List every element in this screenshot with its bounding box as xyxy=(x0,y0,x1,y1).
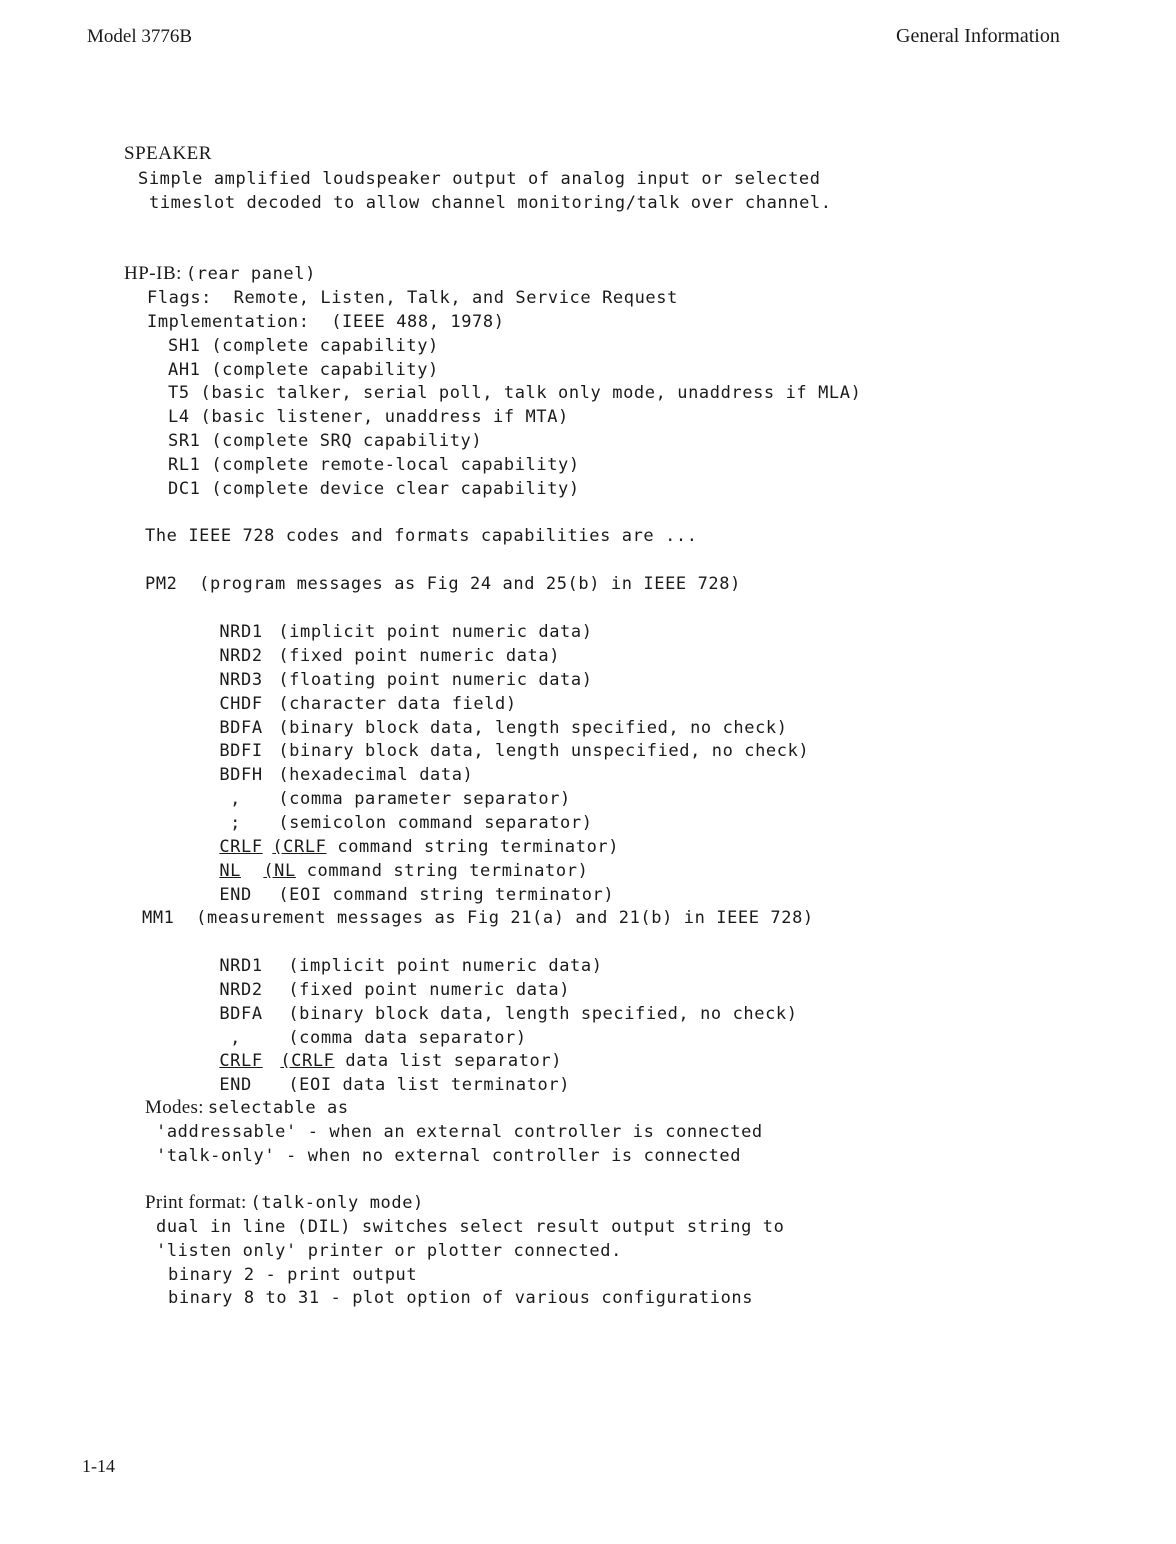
pm2-crlf-item xyxy=(176,811,620,857)
pm2-item-desc: (comma parameter separator) xyxy=(278,789,571,809)
pm2-item-code: BDFI xyxy=(219,741,263,761)
pm2-nl-code: NL xyxy=(219,861,242,881)
hpib-heading: HP-IB: xyxy=(124,263,182,284)
pm2-item-code: NRD1 xyxy=(219,622,263,642)
print-format-label: Print format: xyxy=(145,1192,247,1213)
print-format-heading-line xyxy=(145,1191,424,1215)
modes-line-1: 'addressable' - when an external controller is connected xyxy=(156,1122,763,1142)
mm1-crlf-desc: data list separator) xyxy=(334,1051,563,1071)
page-number: 1-14 xyxy=(82,1456,115,1476)
hpib-implementation: Implementation: (IEEE 488, 1978) xyxy=(147,312,505,332)
print-format-line-4: binary 8 to 31 - plot option of various configurations xyxy=(168,1288,754,1308)
pm2-item xyxy=(176,739,474,785)
speaker-line-1: Simple amplified loudspeaker output of analog input or selected xyxy=(138,169,821,189)
mm1-crlf-paren-code: (CRLF xyxy=(280,1051,335,1071)
pm2-crlf-desc: command string terminator) xyxy=(326,837,620,857)
pm2-item-code: ; xyxy=(219,813,242,833)
capability-item: SR1 (complete SRQ capability) xyxy=(168,431,483,451)
mm1-item-code: NRD1 xyxy=(219,956,263,976)
pm2-item-desc: (semicolon command separator) xyxy=(278,813,593,833)
mm1-crlf-item xyxy=(176,1025,563,1071)
pm2-item xyxy=(176,668,517,714)
pm2-crlf-paren-code: (CRLF xyxy=(272,837,327,857)
pm2-item-code: , xyxy=(219,789,242,809)
pm2-item-desc: (floating point numeric data) xyxy=(278,670,593,690)
mm1-end-code: END xyxy=(219,1075,252,1095)
header-model: Model 3776B xyxy=(87,26,193,47)
modes-line-2: 'talk-only' - when no external controller is connected xyxy=(156,1146,742,1166)
capability-item: AH1 (complete capability) xyxy=(168,360,439,380)
pm2-item-desc: (hexadecimal data) xyxy=(278,765,474,785)
pm2-item-desc: (binary block data, length unspecified, no check) xyxy=(278,741,810,761)
pm2-item-code: NRD2 xyxy=(219,646,263,666)
ieee728-intro: The IEEE 728 codes and formats capabilities are ... xyxy=(145,526,698,546)
pm2-item-desc: (binary block data, length specified, no check) xyxy=(278,718,788,738)
pm2-end-code: END xyxy=(219,885,252,905)
capability-item: L4 (basic listener, unaddress if MTA) xyxy=(168,407,569,427)
pm2-item xyxy=(176,620,561,666)
print-format-line-2: 'listen only' printer or plotter connected. xyxy=(156,1241,622,1261)
pm2-crlf-code: CRLF xyxy=(219,837,263,857)
hpib-heading-line xyxy=(124,262,316,286)
mm1-item-desc: (binary block data, length specified, no check) xyxy=(288,1004,798,1024)
pm2-item-desc: (implicit point numeric data) xyxy=(278,622,593,642)
mm1-end-item xyxy=(176,1049,571,1095)
mm1-item xyxy=(176,1002,527,1048)
pm2-nl-desc: command string terminator) xyxy=(295,861,589,881)
pm2-item-code: NRD3 xyxy=(219,670,263,690)
pm2-item xyxy=(176,596,593,642)
print-format-line-3: binary 2 - print output xyxy=(168,1265,418,1285)
pm2-end-desc: (EOI command string terminator) xyxy=(278,885,615,905)
mm1-item-desc: (fixed point numeric data) xyxy=(288,980,571,1000)
mm1-item-desc: (comma data separator) xyxy=(288,1028,527,1048)
mm1-crlf-code: CRLF xyxy=(219,1051,263,1071)
mm1-item xyxy=(176,954,571,1000)
pm2-item-desc: (character data field) xyxy=(278,694,517,714)
capability-item: RL1 (complete remote-local capability) xyxy=(168,455,580,475)
pm2-nl-item xyxy=(176,835,589,881)
mm1-item xyxy=(176,930,603,976)
speaker-line-2: timeslot decoded to allow channel monitoring/talk over channel. xyxy=(149,193,832,213)
print-format-line-1: dual in line (DIL) switches select result output string to xyxy=(156,1217,785,1237)
mm1-item-code: , xyxy=(219,1028,242,1048)
pm2-nl-paren-code: (NL xyxy=(263,861,296,881)
pm2-item xyxy=(176,692,788,738)
modes-label-rest: selectable as xyxy=(207,1098,349,1118)
speaker-heading: SPEAKER xyxy=(124,143,212,164)
header-section-title: General Information xyxy=(896,25,1060,47)
pm2-item-code: CHDF xyxy=(219,694,263,714)
print-format-label-rest: (talk-only mode) xyxy=(250,1193,424,1213)
mm1-item-code: NRD2 xyxy=(219,980,263,1000)
capability-item: DC1 (complete device clear capability) xyxy=(168,479,580,499)
pm2-item-code: BDFA xyxy=(219,718,263,738)
mm1-item-desc: (implicit point numeric data) xyxy=(288,956,603,976)
mm1-item-code: BDFA xyxy=(219,1004,263,1024)
pm2-title: PM2 (program messages as Fig 24 and 25(b) in IEEE 728) xyxy=(145,574,741,594)
pm2-item xyxy=(176,644,593,690)
mm1-title: MM1 (measurement messages as Fig 21(a) and 21(b) in IEEE 728) xyxy=(142,908,814,928)
pm2-item xyxy=(176,715,810,761)
capability-item: T5 (basic talker, serial poll, talk only mode, unaddress if MLA) xyxy=(168,383,862,403)
hpib-flags: Flags: Remote, Listen, Talk, and Service Request xyxy=(147,288,678,308)
pm2-item xyxy=(176,787,593,833)
mm1-end-desc: (EOI data list terminator) xyxy=(288,1075,571,1095)
mm1-item xyxy=(176,978,798,1024)
pm2-item-code: BDFH xyxy=(219,765,263,785)
hpib-heading-note: (rear panel) xyxy=(185,264,316,284)
modes-label: Modes: xyxy=(145,1097,204,1118)
capability-item: SH1 (complete capability) xyxy=(168,336,439,356)
pm2-end-item xyxy=(176,859,615,905)
modes-heading-line xyxy=(145,1096,349,1120)
pm2-item-desc: (fixed point numeric data) xyxy=(278,646,561,666)
pm2-item xyxy=(176,763,571,809)
